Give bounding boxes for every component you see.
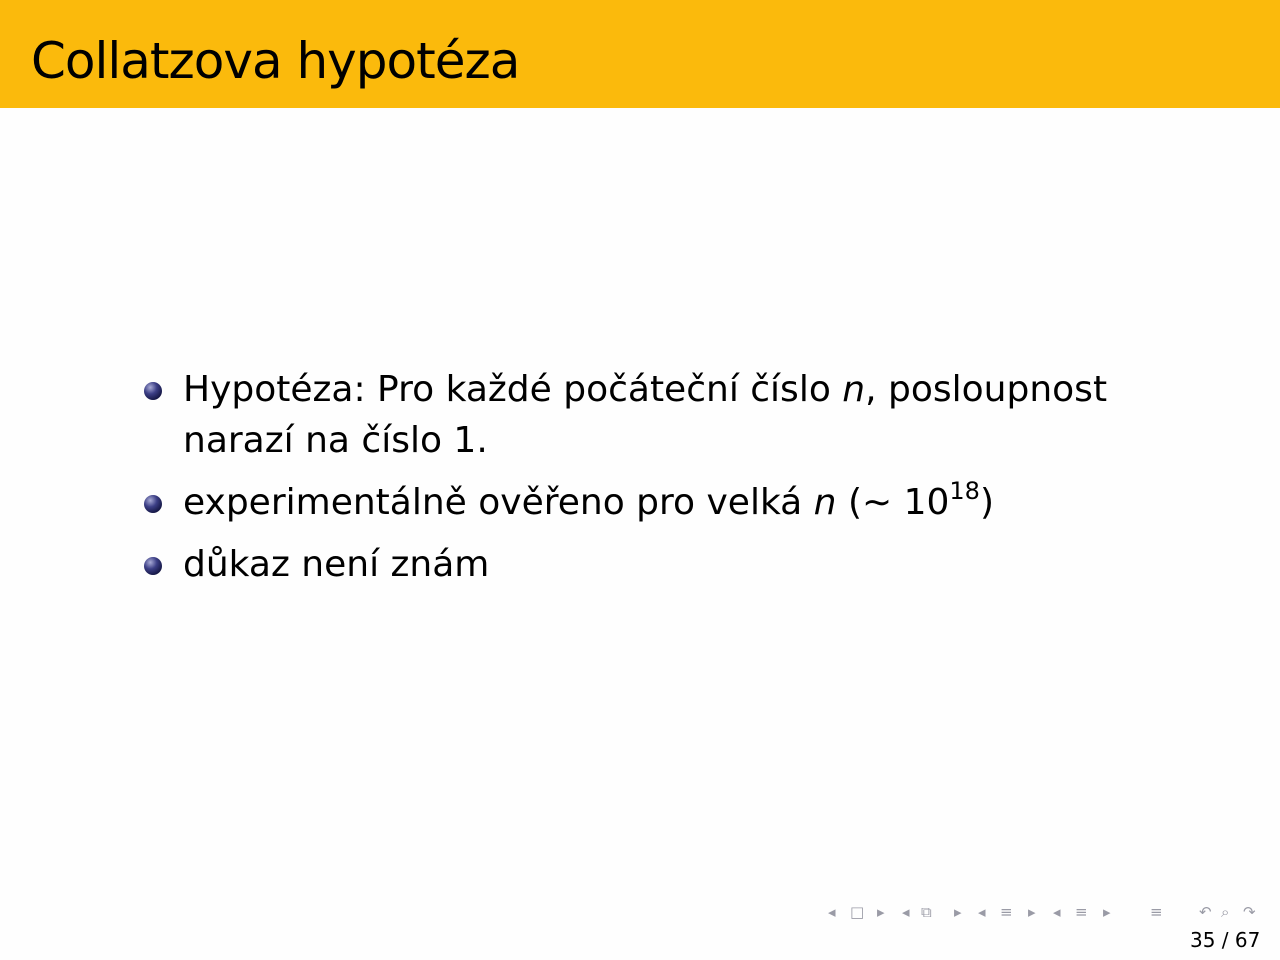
bullet-text: , posloupnost narazí na číslo 1. (183, 369, 1108, 461)
nav-next-section-icon[interactable]: ▸ (1028, 903, 1036, 921)
beamer-navigation (822, 900, 1272, 924)
title-bar (0, 0, 1280, 108)
bullet-ball-icon (144, 557, 162, 575)
bullet-text: (∼ 10 (836, 482, 950, 523)
slide-title: Collatzova hypotéza (31, 32, 520, 90)
nav-next-document-icon[interactable]: ▸ (1103, 903, 1111, 921)
page-number: 35 / 67 (1190, 928, 1261, 952)
bullet-ball-icon (144, 495, 162, 513)
nav-next-frame-icon[interactable]: ▸ (877, 903, 885, 921)
bullet-text: důkaz není znám (183, 544, 490, 585)
nav-subsection-icon[interactable]: ⧉ (921, 903, 932, 921)
nav-prev-document-icon[interactable]: ◂ (1053, 903, 1061, 921)
bullet-item (144, 539, 1124, 590)
nav-frame-icon[interactable]: □ (850, 903, 865, 921)
nav-section-icon[interactable]: ≡ (1000, 903, 1013, 921)
bullet-list (144, 364, 1124, 601)
nav-prev-subsection-icon[interactable]: ◂ (902, 903, 910, 921)
bullet-item (144, 364, 1124, 466)
math-variable: n (842, 369, 866, 410)
bullet-text: experimentálně ověřeno pro velká (183, 482, 814, 523)
nav-search-icon[interactable]: ⌕ (1221, 903, 1230, 921)
bullet-text: ) (979, 482, 994, 523)
nav-prev-section-icon[interactable]: ◂ (978, 903, 986, 921)
nav-next-subsection-icon[interactable]: ▸ (954, 903, 962, 921)
nav-forward-icon[interactable]: ↷ (1243, 903, 1256, 921)
bullet-text: Hypotéza: Pro každé počáteční číslo (183, 369, 843, 410)
bullet-ball-icon (144, 382, 162, 400)
bullet-item (144, 477, 1124, 528)
nav-prev-frame-icon[interactable]: ◂ (828, 903, 836, 921)
nav-back-icon[interactable]: ↶ (1199, 903, 1212, 921)
exponent: 18 (949, 477, 980, 505)
nav-document-icon[interactable]: ≡ (1075, 903, 1088, 921)
math-variable: n (813, 482, 837, 523)
nav-align-icon[interactable]: ≡ (1150, 903, 1163, 921)
